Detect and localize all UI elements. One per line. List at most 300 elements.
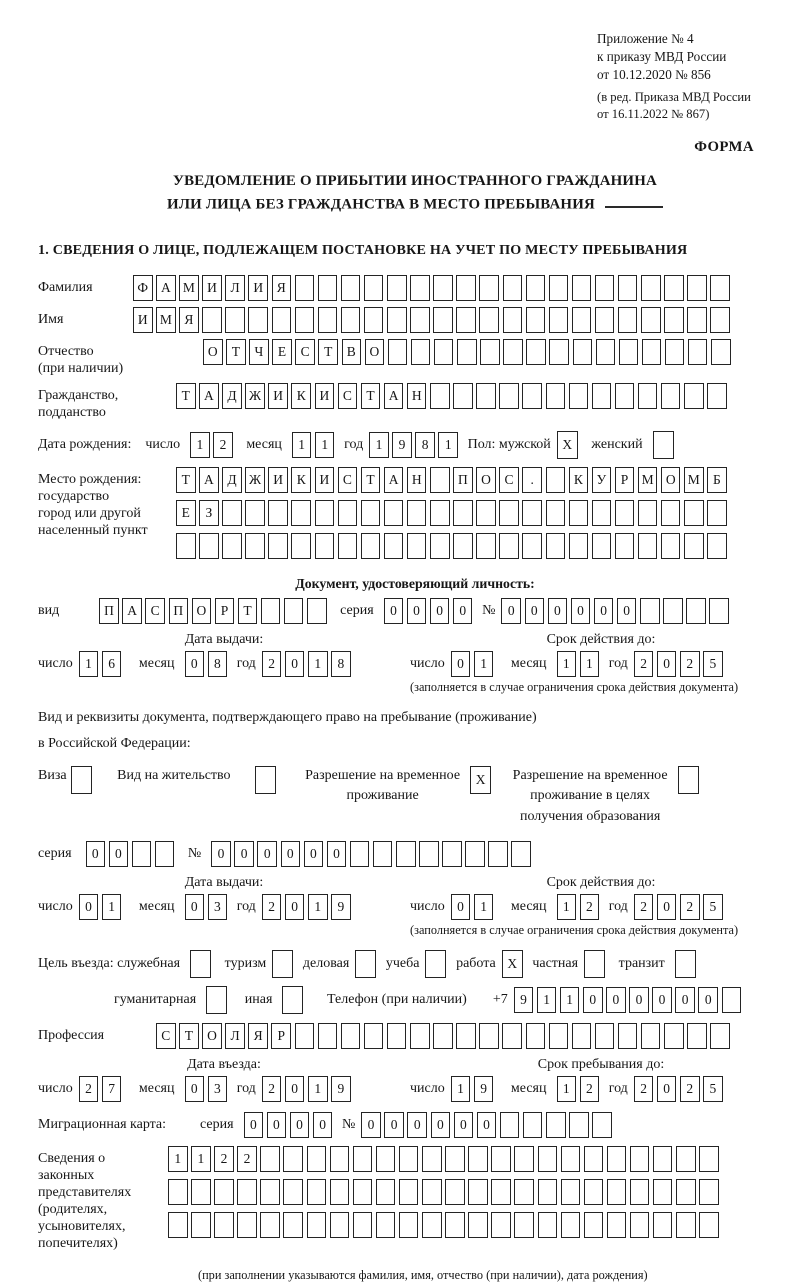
form-cell[interactable] bbox=[499, 500, 519, 526]
form-cell[interactable] bbox=[499, 383, 519, 409]
form-cell[interactable] bbox=[214, 1179, 234, 1205]
form-cell[interactable] bbox=[549, 307, 569, 333]
form-cell[interactable] bbox=[688, 339, 708, 365]
form-cell[interactable]: 0 bbox=[430, 598, 450, 624]
form-cell[interactable]: 0 bbox=[451, 651, 471, 677]
form-cell[interactable] bbox=[433, 1023, 453, 1049]
form-cell[interactable]: А bbox=[384, 467, 404, 493]
form-cell[interactable] bbox=[676, 1212, 696, 1238]
form-cell[interactable] bbox=[353, 1212, 373, 1238]
form-cell[interactable] bbox=[330, 1179, 350, 1205]
form-cell[interactable] bbox=[711, 339, 731, 365]
form-cell[interactable] bbox=[561, 1179, 581, 1205]
form-cell[interactable] bbox=[468, 1146, 488, 1172]
form-cell[interactable]: 0 bbox=[501, 598, 521, 624]
form-cell[interactable] bbox=[710, 275, 730, 301]
form-cell[interactable]: С bbox=[338, 467, 358, 493]
form-cell[interactable]: 0 bbox=[185, 894, 205, 920]
form-cell[interactable] bbox=[592, 533, 612, 559]
form-cell[interactable] bbox=[410, 307, 430, 333]
form-cell[interactable] bbox=[295, 307, 315, 333]
form-cell[interactable]: 1 bbox=[315, 432, 335, 458]
form-cell[interactable] bbox=[387, 307, 407, 333]
form-cell[interactable] bbox=[260, 1179, 280, 1205]
form-cell[interactable] bbox=[399, 1146, 419, 1172]
form-cell[interactable]: . bbox=[522, 467, 542, 493]
form-cell[interactable]: К bbox=[291, 383, 311, 409]
form-cell[interactable] bbox=[707, 383, 727, 409]
form-cell[interactable]: 0 bbox=[290, 1112, 310, 1138]
form-cell[interactable] bbox=[468, 1212, 488, 1238]
form-cell[interactable] bbox=[630, 1212, 650, 1238]
form-cell[interactable]: 3 bbox=[208, 894, 228, 920]
form-cell[interactable]: 2 bbox=[79, 1076, 99, 1102]
form-cell[interactable]: М bbox=[684, 467, 704, 493]
form-cell[interactable]: 0 bbox=[571, 598, 591, 624]
form-cell[interactable]: 9 bbox=[331, 1076, 351, 1102]
form-cell[interactable] bbox=[422, 1146, 442, 1172]
form-cell[interactable] bbox=[619, 339, 639, 365]
form-cell[interactable] bbox=[272, 307, 292, 333]
form-cell[interactable] bbox=[199, 533, 219, 559]
form-cell[interactable] bbox=[526, 1023, 546, 1049]
form-cell[interactable] bbox=[572, 275, 592, 301]
form-cell[interactable] bbox=[434, 339, 454, 365]
form-cell[interactable]: П bbox=[453, 467, 473, 493]
form-cell[interactable]: 8 bbox=[208, 651, 228, 677]
form-cell[interactable] bbox=[456, 1023, 476, 1049]
form-cell[interactable]: 2 bbox=[262, 1076, 282, 1102]
form-cell[interactable] bbox=[538, 1212, 558, 1238]
form-cell[interactable] bbox=[260, 1212, 280, 1238]
form-cell[interactable] bbox=[388, 339, 408, 365]
form-cell[interactable] bbox=[503, 275, 523, 301]
form-cell[interactable] bbox=[584, 950, 605, 978]
form-cell[interactable]: И bbox=[268, 467, 288, 493]
form-cell[interactable] bbox=[330, 1212, 350, 1238]
form-cell[interactable] bbox=[407, 533, 427, 559]
form-cell[interactable]: А bbox=[199, 467, 219, 493]
form-cell[interactable]: Ч bbox=[249, 339, 269, 365]
form-cell[interactable]: 1 bbox=[438, 432, 458, 458]
form-cell[interactable] bbox=[569, 1112, 589, 1138]
form-cell[interactable]: 2 bbox=[634, 894, 654, 920]
form-cell[interactable] bbox=[707, 500, 727, 526]
form-cell[interactable]: 1 bbox=[168, 1146, 188, 1172]
form-cell[interactable] bbox=[684, 500, 704, 526]
form-cell[interactable] bbox=[399, 1179, 419, 1205]
form-cell[interactable] bbox=[430, 383, 450, 409]
form-cell[interactable] bbox=[191, 1179, 211, 1205]
form-cell[interactable] bbox=[699, 1146, 719, 1172]
form-cell[interactable] bbox=[222, 500, 242, 526]
form-cell[interactable] bbox=[630, 1179, 650, 1205]
form-cell[interactable] bbox=[607, 1146, 627, 1172]
form-cell[interactable] bbox=[523, 1112, 543, 1138]
form-cell[interactable]: 0 bbox=[86, 841, 106, 867]
form-cell[interactable]: М bbox=[179, 275, 199, 301]
form-cell[interactable] bbox=[678, 766, 699, 794]
form-cell[interactable]: 0 bbox=[675, 987, 695, 1013]
form-cell[interactable] bbox=[442, 841, 462, 867]
form-cell[interactable] bbox=[687, 307, 707, 333]
form-cell[interactable] bbox=[596, 339, 616, 365]
form-cell[interactable]: 0 bbox=[185, 651, 205, 677]
form-cell[interactable] bbox=[71, 766, 92, 794]
form-cell[interactable] bbox=[433, 275, 453, 301]
form-cell[interactable] bbox=[709, 598, 729, 624]
form-cell[interactable] bbox=[663, 598, 683, 624]
form-cell[interactable] bbox=[641, 275, 661, 301]
form-cell[interactable] bbox=[522, 500, 542, 526]
form-cell[interactable] bbox=[569, 533, 589, 559]
form-cell[interactable] bbox=[453, 383, 473, 409]
form-cell[interactable]: Д bbox=[222, 467, 242, 493]
form-cell[interactable] bbox=[653, 1212, 673, 1238]
form-cell[interactable] bbox=[445, 1146, 465, 1172]
form-cell[interactable] bbox=[503, 339, 523, 365]
form-cell[interactable]: 0 bbox=[451, 894, 471, 920]
form-cell[interactable] bbox=[684, 533, 704, 559]
form-cell[interactable] bbox=[502, 1023, 522, 1049]
form-cell[interactable]: Л bbox=[225, 275, 245, 301]
form-cell[interactable] bbox=[661, 500, 681, 526]
form-cell[interactable] bbox=[396, 841, 416, 867]
form-cell[interactable]: 1 bbox=[369, 432, 389, 458]
form-cell[interactable] bbox=[355, 950, 376, 978]
form-cell[interactable]: С bbox=[499, 467, 519, 493]
form-cell[interactable] bbox=[607, 1212, 627, 1238]
form-cell[interactable] bbox=[630, 1146, 650, 1172]
form-cell[interactable] bbox=[245, 500, 265, 526]
form-cell[interactable]: В bbox=[342, 339, 362, 365]
form-cell[interactable] bbox=[499, 533, 519, 559]
form-cell[interactable] bbox=[191, 1212, 211, 1238]
form-cell[interactable] bbox=[653, 431, 674, 459]
form-cell[interactable] bbox=[457, 339, 477, 365]
form-cell[interactable] bbox=[248, 307, 268, 333]
form-cell[interactable]: О bbox=[365, 339, 385, 365]
form-cell[interactable] bbox=[661, 383, 681, 409]
form-cell[interactable] bbox=[387, 1023, 407, 1049]
form-cell[interactable] bbox=[419, 841, 439, 867]
form-cell[interactable] bbox=[295, 275, 315, 301]
form-cell[interactable]: И bbox=[315, 467, 335, 493]
form-cell[interactable]: 7 bbox=[102, 1076, 122, 1102]
form-cell[interactable]: 0 bbox=[629, 987, 649, 1013]
form-cell[interactable]: Т bbox=[238, 598, 258, 624]
form-cell[interactable] bbox=[479, 1023, 499, 1049]
form-cell[interactable] bbox=[699, 1179, 719, 1205]
form-cell[interactable]: 0 bbox=[234, 841, 254, 867]
form-cell[interactable] bbox=[592, 383, 612, 409]
form-cell[interactable] bbox=[268, 533, 288, 559]
form-cell[interactable] bbox=[476, 533, 496, 559]
form-cell[interactable]: 1 bbox=[191, 1146, 211, 1172]
form-cell[interactable]: 0 bbox=[652, 987, 672, 1013]
form-cell[interactable]: П bbox=[99, 598, 119, 624]
form-cell[interactable] bbox=[295, 1023, 315, 1049]
form-cell[interactable] bbox=[430, 467, 450, 493]
form-cell[interactable] bbox=[572, 1023, 592, 1049]
form-cell[interactable] bbox=[526, 307, 546, 333]
form-cell[interactable]: 2 bbox=[262, 894, 282, 920]
form-cell[interactable] bbox=[514, 1212, 534, 1238]
form-cell[interactable]: 1 bbox=[308, 894, 328, 920]
form-cell[interactable]: О bbox=[476, 467, 496, 493]
form-cell[interactable] bbox=[500, 1112, 520, 1138]
form-cell[interactable] bbox=[595, 307, 615, 333]
form-cell[interactable]: Ж bbox=[245, 467, 265, 493]
form-cell[interactable] bbox=[453, 500, 473, 526]
form-cell[interactable] bbox=[132, 841, 152, 867]
form-cell[interactable]: 2 bbox=[214, 1146, 234, 1172]
form-cell[interactable]: X bbox=[470, 766, 491, 794]
form-cell[interactable]: Е bbox=[176, 500, 196, 526]
form-cell[interactable] bbox=[430, 500, 450, 526]
form-cell[interactable] bbox=[615, 533, 635, 559]
form-cell[interactable]: Н bbox=[407, 383, 427, 409]
form-cell[interactable] bbox=[410, 275, 430, 301]
form-cell[interactable] bbox=[168, 1179, 188, 1205]
form-cell[interactable] bbox=[653, 1146, 673, 1172]
form-cell[interactable] bbox=[480, 339, 500, 365]
form-cell[interactable] bbox=[283, 1146, 303, 1172]
form-cell[interactable]: О bbox=[192, 598, 212, 624]
form-cell[interactable] bbox=[364, 307, 384, 333]
form-cell[interactable]: X bbox=[502, 950, 523, 978]
form-cell[interactable]: 0 bbox=[267, 1112, 287, 1138]
form-cell[interactable] bbox=[353, 1179, 373, 1205]
form-cell[interactable] bbox=[255, 766, 276, 794]
form-cell[interactable] bbox=[514, 1179, 534, 1205]
form-cell[interactable]: 5 bbox=[703, 651, 723, 677]
form-cell[interactable] bbox=[364, 275, 384, 301]
form-cell[interactable] bbox=[569, 383, 589, 409]
form-cell[interactable]: Н bbox=[407, 467, 427, 493]
form-cell[interactable]: 0 bbox=[285, 1076, 305, 1102]
form-cell[interactable]: 0 bbox=[257, 841, 277, 867]
form-cell[interactable]: 0 bbox=[594, 598, 614, 624]
form-cell[interactable]: Т bbox=[179, 1023, 199, 1049]
form-cell[interactable] bbox=[549, 339, 569, 365]
form-cell[interactable]: 1 bbox=[474, 651, 494, 677]
form-cell[interactable] bbox=[722, 987, 742, 1013]
form-cell[interactable]: 2 bbox=[580, 894, 600, 920]
form-cell[interactable]: X bbox=[557, 431, 578, 459]
form-cell[interactable]: 0 bbox=[583, 987, 603, 1013]
form-cell[interactable] bbox=[307, 598, 327, 624]
form-cell[interactable]: С bbox=[156, 1023, 176, 1049]
form-cell[interactable] bbox=[237, 1179, 257, 1205]
form-cell[interactable] bbox=[384, 533, 404, 559]
form-cell[interactable] bbox=[676, 1179, 696, 1205]
form-cell[interactable]: 1 bbox=[557, 1076, 577, 1102]
form-cell[interactable]: 0 bbox=[698, 987, 718, 1013]
form-cell[interactable]: 0 bbox=[548, 598, 568, 624]
form-cell[interactable] bbox=[642, 339, 662, 365]
form-cell[interactable] bbox=[638, 533, 658, 559]
form-cell[interactable] bbox=[538, 1146, 558, 1172]
form-cell[interactable]: 0 bbox=[313, 1112, 333, 1138]
form-cell[interactable]: Я bbox=[248, 1023, 268, 1049]
form-cell[interactable] bbox=[341, 275, 361, 301]
form-cell[interactable] bbox=[376, 1146, 396, 1172]
form-cell[interactable] bbox=[202, 307, 222, 333]
form-cell[interactable]: 1 bbox=[580, 651, 600, 677]
form-cell[interactable] bbox=[615, 383, 635, 409]
form-cell[interactable] bbox=[465, 841, 485, 867]
form-cell[interactable] bbox=[653, 1179, 673, 1205]
form-cell[interactable]: 0 bbox=[525, 598, 545, 624]
form-cell[interactable]: Е bbox=[272, 339, 292, 365]
form-cell[interactable] bbox=[514, 1146, 534, 1172]
form-cell[interactable] bbox=[607, 1179, 627, 1205]
form-cell[interactable] bbox=[376, 1212, 396, 1238]
form-cell[interactable]: О bbox=[203, 339, 223, 365]
form-cell[interactable] bbox=[222, 533, 242, 559]
form-cell[interactable]: 0 bbox=[384, 598, 404, 624]
form-cell[interactable]: 1 bbox=[560, 987, 580, 1013]
form-cell[interactable]: 0 bbox=[657, 1076, 677, 1102]
form-cell[interactable]: И bbox=[133, 307, 153, 333]
form-cell[interactable]: 0 bbox=[327, 841, 347, 867]
form-cell[interactable]: 0 bbox=[281, 841, 301, 867]
form-cell[interactable] bbox=[341, 307, 361, 333]
form-cell[interactable] bbox=[561, 1212, 581, 1238]
form-cell[interactable] bbox=[569, 500, 589, 526]
form-cell[interactable]: 2 bbox=[213, 432, 233, 458]
form-cell[interactable]: 0 bbox=[304, 841, 324, 867]
form-cell[interactable] bbox=[307, 1212, 327, 1238]
form-cell[interactable] bbox=[399, 1212, 419, 1238]
form-cell[interactable] bbox=[573, 339, 593, 365]
form-cell[interactable] bbox=[315, 533, 335, 559]
form-cell[interactable]: Т bbox=[361, 383, 381, 409]
form-cell[interactable]: 0 bbox=[211, 841, 231, 867]
form-cell[interactable]: 1 bbox=[102, 894, 122, 920]
form-cell[interactable] bbox=[330, 1146, 350, 1172]
form-cell[interactable] bbox=[491, 1146, 511, 1172]
form-cell[interactable] bbox=[341, 1023, 361, 1049]
form-cell[interactable]: 0 bbox=[285, 894, 305, 920]
form-cell[interactable] bbox=[546, 500, 566, 526]
form-cell[interactable] bbox=[676, 1146, 696, 1172]
form-cell[interactable]: Т bbox=[176, 467, 196, 493]
form-cell[interactable]: 0 bbox=[606, 987, 626, 1013]
form-cell[interactable] bbox=[592, 1112, 612, 1138]
form-cell[interactable]: 0 bbox=[454, 1112, 474, 1138]
form-cell[interactable] bbox=[476, 383, 496, 409]
form-cell[interactable] bbox=[373, 841, 393, 867]
form-cell[interactable] bbox=[422, 1212, 442, 1238]
form-cell[interactable] bbox=[376, 1179, 396, 1205]
form-cell[interactable] bbox=[318, 307, 338, 333]
form-cell[interactable]: 6 bbox=[102, 651, 122, 677]
form-cell[interactable] bbox=[307, 1179, 327, 1205]
form-cell[interactable]: Б bbox=[707, 467, 727, 493]
form-cell[interactable] bbox=[584, 1212, 604, 1238]
form-cell[interactable]: И bbox=[202, 275, 222, 301]
form-cell[interactable] bbox=[687, 275, 707, 301]
form-cell[interactable] bbox=[546, 383, 566, 409]
form-cell[interactable]: А bbox=[384, 383, 404, 409]
form-cell[interactable] bbox=[453, 533, 473, 559]
form-cell[interactable] bbox=[522, 533, 542, 559]
form-cell[interactable]: 0 bbox=[431, 1112, 451, 1138]
form-cell[interactable]: 1 bbox=[308, 1076, 328, 1102]
form-cell[interactable] bbox=[411, 339, 431, 365]
form-cell[interactable]: 0 bbox=[361, 1112, 381, 1138]
form-cell[interactable] bbox=[664, 1023, 684, 1049]
form-cell[interactable] bbox=[445, 1179, 465, 1205]
form-cell[interactable]: 0 bbox=[453, 598, 473, 624]
form-cell[interactable]: М bbox=[156, 307, 176, 333]
form-cell[interactable] bbox=[522, 383, 542, 409]
form-cell[interactable] bbox=[168, 1212, 188, 1238]
form-cell[interactable] bbox=[283, 1212, 303, 1238]
form-cell[interactable]: Ж bbox=[245, 383, 265, 409]
form-cell[interactable] bbox=[503, 307, 523, 333]
form-cell[interactable]: К bbox=[291, 467, 311, 493]
form-cell[interactable]: 5 bbox=[703, 894, 723, 920]
form-cell[interactable]: 1 bbox=[190, 432, 210, 458]
form-cell[interactable] bbox=[595, 275, 615, 301]
form-cell[interactable]: Я bbox=[179, 307, 199, 333]
form-cell[interactable] bbox=[282, 986, 303, 1014]
form-cell[interactable]: 1 bbox=[557, 651, 577, 677]
form-cell[interactable]: 0 bbox=[79, 894, 99, 920]
form-cell[interactable]: А bbox=[156, 275, 176, 301]
form-cell[interactable]: А bbox=[199, 383, 219, 409]
form-cell[interactable] bbox=[546, 467, 566, 493]
form-cell[interactable] bbox=[361, 500, 381, 526]
form-cell[interactable] bbox=[595, 1023, 615, 1049]
form-cell[interactable] bbox=[468, 1179, 488, 1205]
form-cell[interactable] bbox=[491, 1179, 511, 1205]
form-cell[interactable] bbox=[479, 275, 499, 301]
form-cell[interactable]: 1 bbox=[557, 894, 577, 920]
form-cell[interactable]: Ф bbox=[133, 275, 153, 301]
form-cell[interactable] bbox=[445, 1212, 465, 1238]
form-cell[interactable]: А bbox=[122, 598, 142, 624]
form-cell[interactable] bbox=[430, 533, 450, 559]
form-cell[interactable]: О bbox=[202, 1023, 222, 1049]
form-cell[interactable]: З bbox=[199, 500, 219, 526]
form-cell[interactable] bbox=[338, 533, 358, 559]
form-cell[interactable]: 0 bbox=[109, 841, 129, 867]
form-cell[interactable] bbox=[206, 986, 227, 1014]
form-cell[interactable]: С bbox=[145, 598, 165, 624]
form-cell[interactable]: 9 bbox=[474, 1076, 494, 1102]
form-cell[interactable] bbox=[155, 841, 175, 867]
form-cell[interactable] bbox=[433, 307, 453, 333]
form-cell[interactable]: 0 bbox=[407, 598, 427, 624]
form-cell[interactable]: 2 bbox=[680, 1076, 700, 1102]
form-cell[interactable]: 2 bbox=[680, 894, 700, 920]
form-cell[interactable] bbox=[260, 1146, 280, 1172]
form-cell[interactable] bbox=[618, 275, 638, 301]
form-cell[interactable] bbox=[479, 307, 499, 333]
form-cell[interactable] bbox=[245, 533, 265, 559]
form-cell[interactable] bbox=[584, 1179, 604, 1205]
form-cell[interactable] bbox=[640, 598, 660, 624]
form-cell[interactable] bbox=[665, 339, 685, 365]
form-cell[interactable] bbox=[675, 950, 696, 978]
form-cell[interactable]: 5 bbox=[703, 1076, 723, 1102]
form-cell[interactable]: 1 bbox=[537, 987, 557, 1013]
form-cell[interactable]: С bbox=[295, 339, 315, 365]
